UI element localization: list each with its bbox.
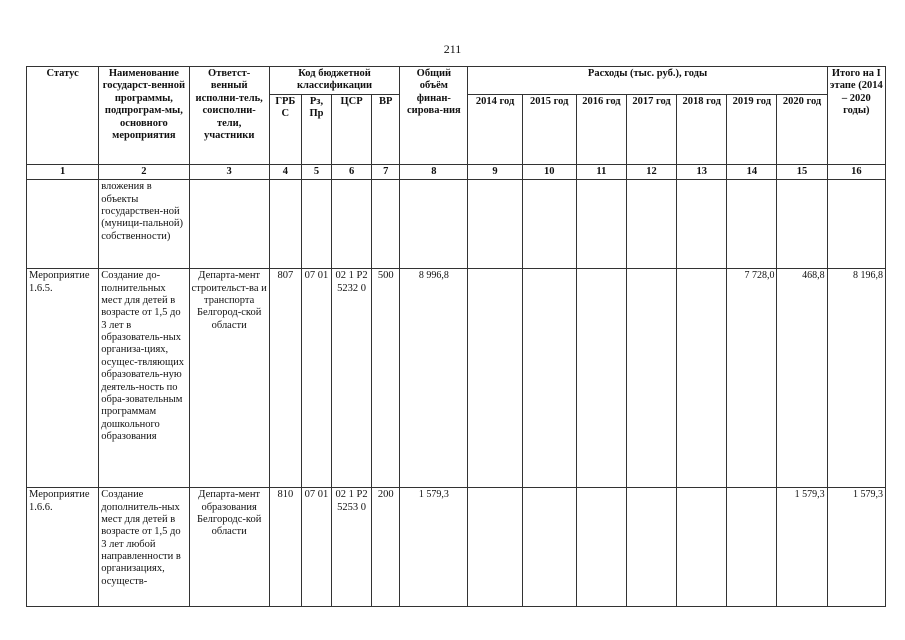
cell-2016 bbox=[576, 180, 626, 269]
header-name: Наименование государст-венной программы, подпрограм-мы, основного мероприятия bbox=[99, 67, 189, 165]
cell-vr bbox=[372, 180, 400, 269]
header-year-2014: 2014 год bbox=[468, 94, 522, 164]
cell-responsible bbox=[189, 180, 269, 269]
column-number: 4 bbox=[269, 164, 301, 179]
cell-name: Создание дополнитель-ных мест для детей в возрасте от 1,5 до 3 лет любой направленности в организациях, осуществ- bbox=[99, 488, 189, 607]
cell-rzpr bbox=[301, 180, 331, 269]
cell-stage-total: 1 579,3 bbox=[827, 488, 885, 607]
column-number: 11 bbox=[576, 164, 626, 179]
cell-2019: 7 728,0 bbox=[727, 269, 777, 488]
column-number: 1 bbox=[27, 164, 99, 179]
cell-2016 bbox=[576, 488, 626, 607]
cell-2017 bbox=[626, 488, 676, 607]
table-row bbox=[27, 180, 886, 269]
cell-total bbox=[400, 180, 468, 269]
cell-grbs: 810 bbox=[269, 488, 301, 607]
cell-name: Создание до-полнительных мест для детей в возрасте от 1,5 до 3 лет в образователь-ных организа-циях, осущес-твляющих образователь-ную деятель-ность по обра-зовательным программам дошкольного образования bbox=[99, 269, 189, 488]
column-number: 10 bbox=[522, 164, 576, 179]
table-row bbox=[27, 269, 886, 488]
cell-2014 bbox=[468, 180, 522, 269]
column-number: 3 bbox=[189, 164, 269, 179]
cell-grbs bbox=[269, 180, 301, 269]
cell-responsible: Департа-мент образования Белгородс-кой области bbox=[189, 488, 269, 607]
header-grbs: ГРБ С bbox=[269, 94, 301, 164]
header-rzpr: Рз, Пр bbox=[301, 94, 331, 164]
header-budget-code: Код бюджетной классификации bbox=[269, 67, 399, 95]
header-csr: ЦСР bbox=[332, 94, 372, 164]
cell-total: 1 579,3 bbox=[400, 488, 468, 607]
header-year-2018: 2018 год bbox=[677, 94, 727, 164]
column-number: 8 bbox=[400, 164, 468, 179]
header-year-2020: 2020 год bbox=[777, 94, 827, 164]
column-number: 7 bbox=[372, 164, 400, 179]
column-number: 5 bbox=[301, 164, 331, 179]
cell-2016 bbox=[576, 269, 626, 488]
cell-csr: 02 1 P2 5253 0 bbox=[332, 488, 372, 607]
column-number: 13 bbox=[677, 164, 727, 179]
cell-2020 bbox=[777, 180, 827, 269]
cell-vr: 200 bbox=[372, 488, 400, 607]
column-number: 9 bbox=[468, 164, 522, 179]
header-status: Статус bbox=[27, 67, 99, 165]
cell-name: вложения в объекты государствен-ной (муници-пальной) собственности) bbox=[99, 180, 189, 269]
header-expenses: Расходы (тыс. руб.), годы bbox=[468, 67, 827, 95]
cell-2015 bbox=[522, 488, 576, 607]
column-number: 12 bbox=[626, 164, 676, 179]
cell-stage-total: 8 196,8 bbox=[827, 269, 885, 488]
column-number: 15 bbox=[777, 164, 827, 179]
cell-2014 bbox=[468, 488, 522, 607]
column-number: 16 bbox=[827, 164, 885, 179]
header-year-2015: 2015 год bbox=[522, 94, 576, 164]
cell-2015 bbox=[522, 269, 576, 488]
cell-2020: 1 579,3 bbox=[777, 488, 827, 607]
cell-status bbox=[27, 180, 99, 269]
budget-table bbox=[26, 66, 886, 607]
cell-2015 bbox=[522, 180, 576, 269]
column-number-row bbox=[27, 164, 886, 179]
cell-2019 bbox=[727, 488, 777, 607]
cell-2014 bbox=[468, 269, 522, 488]
cell-2018 bbox=[677, 488, 727, 607]
header-vr: ВР bbox=[372, 94, 400, 164]
cell-2020: 468,8 bbox=[777, 269, 827, 488]
header-total-volume: Общий объём финан-сирова-ния bbox=[400, 67, 468, 165]
header-stage-total: Итого на I этапе (2014 – 2020 годы) bbox=[827, 67, 885, 165]
cell-status: Мероприятие 1.6.5. bbox=[27, 269, 99, 488]
page-number: 211 bbox=[443, 42, 462, 56]
cell-2017 bbox=[626, 269, 676, 488]
cell-2017 bbox=[626, 180, 676, 269]
cell-csr bbox=[332, 180, 372, 269]
cell-rzpr: 07 01 bbox=[301, 269, 331, 488]
column-number: 6 bbox=[332, 164, 372, 179]
column-number: 14 bbox=[727, 164, 777, 179]
cell-2018 bbox=[677, 269, 727, 488]
header-year-2017: 2017 год bbox=[626, 94, 676, 164]
header-year-2019: 2019 год bbox=[727, 94, 777, 164]
table-row bbox=[27, 488, 886, 607]
cell-responsible: Департа-мент строительст-ва и транспорта Белгород-ской области bbox=[189, 269, 269, 488]
cell-total: 8 996,8 bbox=[400, 269, 468, 488]
cell-stage-total bbox=[827, 180, 885, 269]
cell-csr: 02 1 P2 5232 0 bbox=[332, 269, 372, 488]
cell-2018 bbox=[677, 180, 727, 269]
cell-rzpr: 07 01 bbox=[301, 488, 331, 607]
header-year-2016: 2016 год bbox=[576, 94, 626, 164]
cell-grbs: 807 bbox=[269, 269, 301, 488]
header-responsible: Ответст-венный исполни-тель, соисполни-тели, участники bbox=[189, 67, 269, 165]
header-row-top bbox=[27, 67, 886, 95]
column-number: 2 bbox=[99, 164, 189, 179]
cell-vr: 500 bbox=[372, 269, 400, 488]
cell-2019 bbox=[727, 180, 777, 269]
cell-status: Мероприятие 1.6.6. bbox=[27, 488, 99, 607]
